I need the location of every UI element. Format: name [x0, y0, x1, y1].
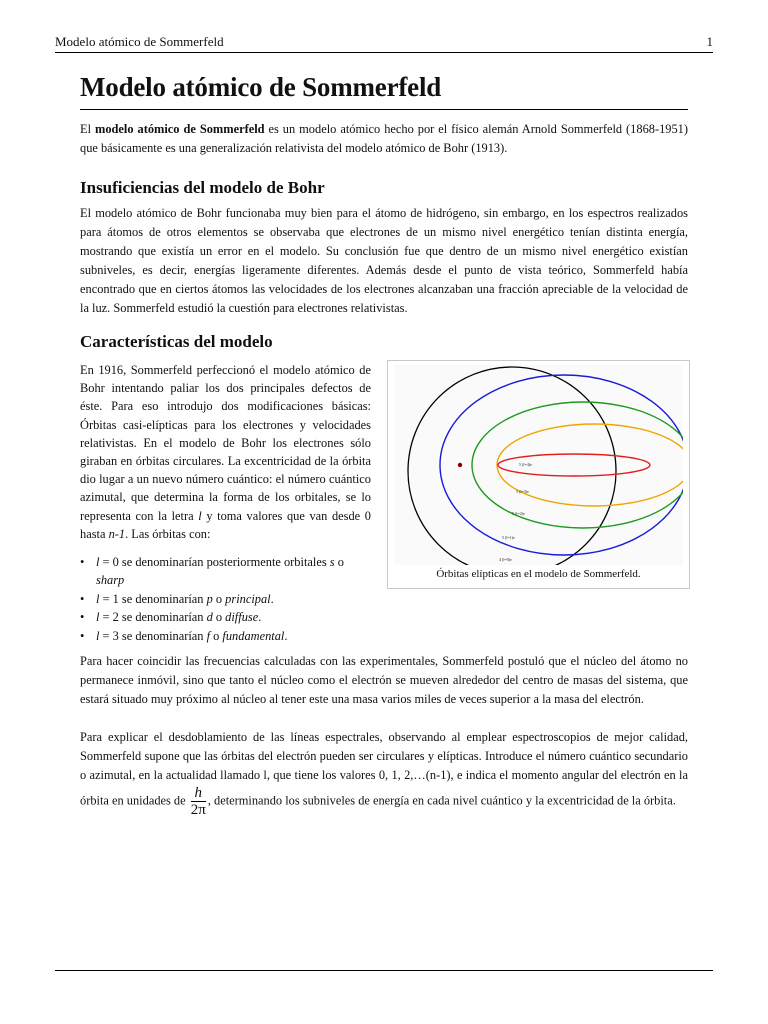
bullet-letter: f: [206, 628, 211, 643]
orbit-label-4: 5 (l=1)e: [502, 535, 515, 540]
orbit-blue: [440, 375, 683, 555]
bullet-eq: = 0 se denominarían posteriormente orbitales: [99, 555, 330, 569]
orbit-label-5: 4 (l=0)e: [499, 557, 512, 562]
bullet-mid: o: [334, 555, 344, 569]
col-text-b: y toma valores que van desde 0 hasta: [80, 508, 372, 541]
bullet-end: .: [284, 628, 288, 643]
bullet-var: l: [96, 591, 100, 606]
bullet-end: .: [258, 610, 262, 625]
list-item: [80, 590, 380, 608]
para3-a: Para explicar el desdoblamiento de las líneas espectrales, observando al emplear espectroscopios de mejor calidad, Sommerfeld supone que las órbitas del electrón pueden ser circulares y elípticas. Introduce el número cuántico secundario o azimutal, en la actualidad llamado l, que tiene los valores 0, 1, 2,…(n-1), e indica el momento angular del electrón en la órbita en unidades de: [80, 730, 688, 808]
col-l: l: [198, 508, 202, 523]
orbit-label-3: 5 (l=2)e: [512, 511, 525, 516]
orbital-list: [80, 553, 380, 645]
bullet-name: diffuse: [225, 610, 259, 625]
orbit-figure: [387, 360, 690, 589]
intro-bold: modelo atómico de Sommerfeld: [95, 122, 265, 136]
section2-paragraph-3: [80, 728, 688, 818]
header-rule: [55, 52, 713, 53]
intro-paragraph: [80, 120, 688, 158]
section-heading-caracteristicas: Características del modelo: [80, 332, 273, 351]
para3-b: , determinando los subniveles de energía en cada nivel cuántico y la excentricidad de la órbita.: [207, 793, 676, 808]
running-head: [55, 34, 713, 50]
bullet-letter: s: [329, 555, 335, 569]
section2-column-text: [80, 361, 371, 543]
fraction-numerator: h: [191, 785, 206, 802]
nucleus: [458, 463, 462, 467]
orbit-label-1: 5 (l=4)e: [519, 462, 532, 467]
bullet-name: sharp: [96, 573, 125, 588]
intro-pre: El: [80, 122, 95, 136]
fraction-denominator: 2π: [190, 802, 206, 818]
bullet-mid: o: [210, 628, 223, 643]
h-over-2pi-fraction: [191, 785, 206, 818]
list-item: [80, 608, 380, 626]
bullet-var: l: [96, 610, 100, 625]
orbit-diagram: [394, 365, 683, 565]
bullet-eq: = 1 se denominarían: [99, 591, 207, 606]
bullet-mid: o: [212, 591, 226, 606]
title-rule: [80, 109, 688, 110]
running-title: Modelo atómico de Sommerfeld: [55, 34, 224, 49]
list-item: [80, 627, 380, 645]
bullet-var: l: [96, 555, 100, 569]
col-n1: n-1: [108, 526, 126, 541]
bullet-letter: d: [206, 610, 213, 625]
bullet-name: principal: [225, 591, 271, 606]
section2-paragraph-2: Para hacer coincidir las frecuencias calculadas con las experimentales, Sommerfeld postuló que el núcleo del átomo no permanece inmóvil, sino que tanto el núcleo como el electrón se mueven alrededor del centro de masas del sistema, que estará situado muy próximo al núcleo al tener este una masa varios miles de veces superior a la masa del electrón.: [80, 654, 688, 706]
orbit-diagram-svg: [394, 365, 683, 565]
orbit-label-2: 5 (l=3)e: [516, 489, 529, 494]
bullet-end: .: [270, 591, 274, 606]
col-text-a: En 1916, Sommerfeld perfeccionó el modelo atómico de Bohr intentando paliar los dos principales defectos de éste. Para eso introdujo dos modificaciones básicas: Órbitas casi-elípticas para los electrones y velocidades relativistas. En el modelo de Bohr los electrones sólo giraban en órbitas circulares. La excentricidad de la órbita dio lugar a un nuevo número cuántico: el número cuántico azimutal, que determina la forma de los orbitales, se lo representa con la letra: [80, 363, 371, 523]
col-text-c: . Las órbitas con:: [125, 526, 211, 541]
section1-paragraph: El modelo atómico de Bohr funcionaba muy bien para el átomo de hidrógeno, sin embargo, en los espectros realizados para átomos de otros elementos se observaba que electrones de un mismo nivel energético tenían distinta energía, mostrando que existía un error en el modelo. Su conclusión fue que dentro de un mismo nivel energético existían subniveles, es decir, energías ligeramente diferentes. Además desde el punto de vista teórico, Sommerfeld había encontrado que en ciertos átomos las velocidades de los electrones alcanzaban una fracción apreciable de la velocidad de la luz. Sommerfeld estudió la cuestión para electrones relativistas.: [80, 206, 688, 315]
section-heading-insuficiencias: Insuficiencias del modelo de Bohr: [80, 178, 325, 197]
bullet-letter: p: [206, 591, 213, 606]
page-title: Modelo atómico de Sommerfeld: [80, 72, 442, 102]
page-number: 1: [706, 34, 713, 49]
figure-caption: Órbitas elípticas en el modelo de Sommerfeld.: [436, 568, 641, 580]
bullet-eq: = 2 se denominarían: [99, 610, 207, 625]
footer-rule: [55, 970, 713, 971]
intro-post: es un modelo atómico hecho por el físico alemán Arnold Sommerfeld (1868-1951) que básicamente es una generalización relativista del modelo atómico de Bohr (1913).: [80, 122, 688, 155]
bullet-eq: = 3 se denominarían: [99, 628, 207, 643]
bullet-name: fundamental: [222, 628, 285, 643]
bullet-var: l: [96, 628, 100, 643]
bullet-mid: o: [212, 610, 226, 625]
orbit-green: [472, 402, 683, 528]
list-item: [80, 553, 380, 590]
